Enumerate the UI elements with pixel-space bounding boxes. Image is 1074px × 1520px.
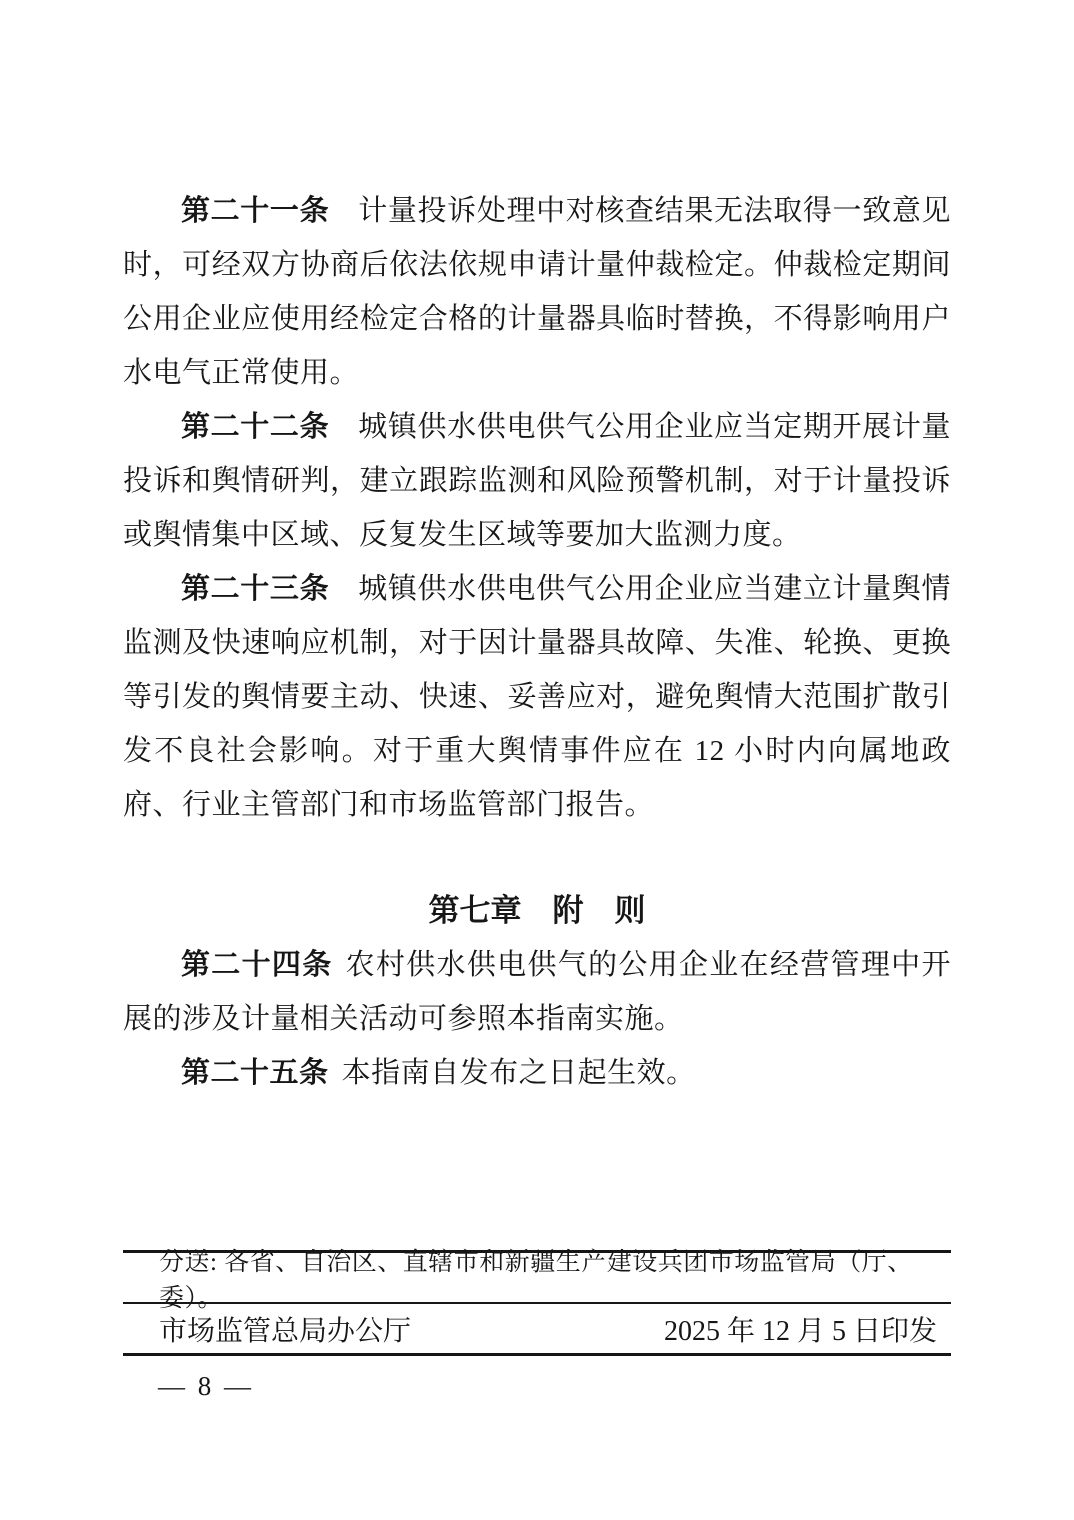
article-paragraph — [123, 1046, 951, 1100]
chapter-heading: 第七章 附 则 — [428, 893, 646, 928]
article-number: 第二十五条 — [181, 1057, 329, 1089]
issuing-office: 市场监管总局办公厅 — [159, 1315, 412, 1347]
article-text: 城镇供水供电供气公用企业应当建立计量舆情监测及快速响应机制，对于因计量器具故障、失准、轮换、更换等引发的舆情要主动、快速、妥善应对，避免舆情大范围扩散引发不良社会影响。对于重大舆情事件应在 12 小时内向属地政府、行业主管部门和市场监管部门报告。 — [123, 573, 951, 821]
article-paragraph — [123, 184, 951, 400]
article-text: 农村供水供电供气的公用企业在经营管理中开展的涉及计量相关活动可参照本指南实施。 — [123, 949, 951, 1035]
article-number: 第二十二条 — [181, 411, 330, 443]
article-text: 城镇供水供电供气公用企业应当定期开展计量投诉和舆情研判，建立跟踪监测和风险预警机制，对于计量投诉或舆情集中区域、反复发生区域等要加大监测力度。 — [123, 411, 951, 551]
document-footer — [123, 1250, 951, 1356]
article-number: 第二十三条 — [181, 573, 330, 605]
document-body — [123, 184, 951, 1100]
article-paragraph — [123, 400, 951, 562]
article-text: 计量投诉处理中对核查结果无法取得一致意见时，可经双方协商后依法依规申请计量仲裁检定。仲裁检定期间公用企业应使用经检定合格的计量器具临时替换，不得影响用户水电气正常使用。 — [123, 195, 951, 389]
distribution-text: 分送: 各省、自治区、直辖市和新疆生产建设兵团市场监管局（厅、委）。 — [159, 1248, 913, 1312]
article-text: 本指南自发布之日起生效。 — [341, 1057, 696, 1089]
article-number: 第二十一条 — [181, 195, 330, 227]
page-number: — 8 — — [158, 1371, 254, 1401]
article-paragraph — [123, 938, 951, 1046]
article-number: 第二十四条 — [181, 949, 333, 981]
print-date: 2025 年 12 月 5 日印发 — [663, 1315, 937, 1347]
article-paragraph — [123, 562, 951, 832]
distribution-line — [123, 1248, 951, 1312]
footer-rule-bottom — [123, 1353, 951, 1356]
